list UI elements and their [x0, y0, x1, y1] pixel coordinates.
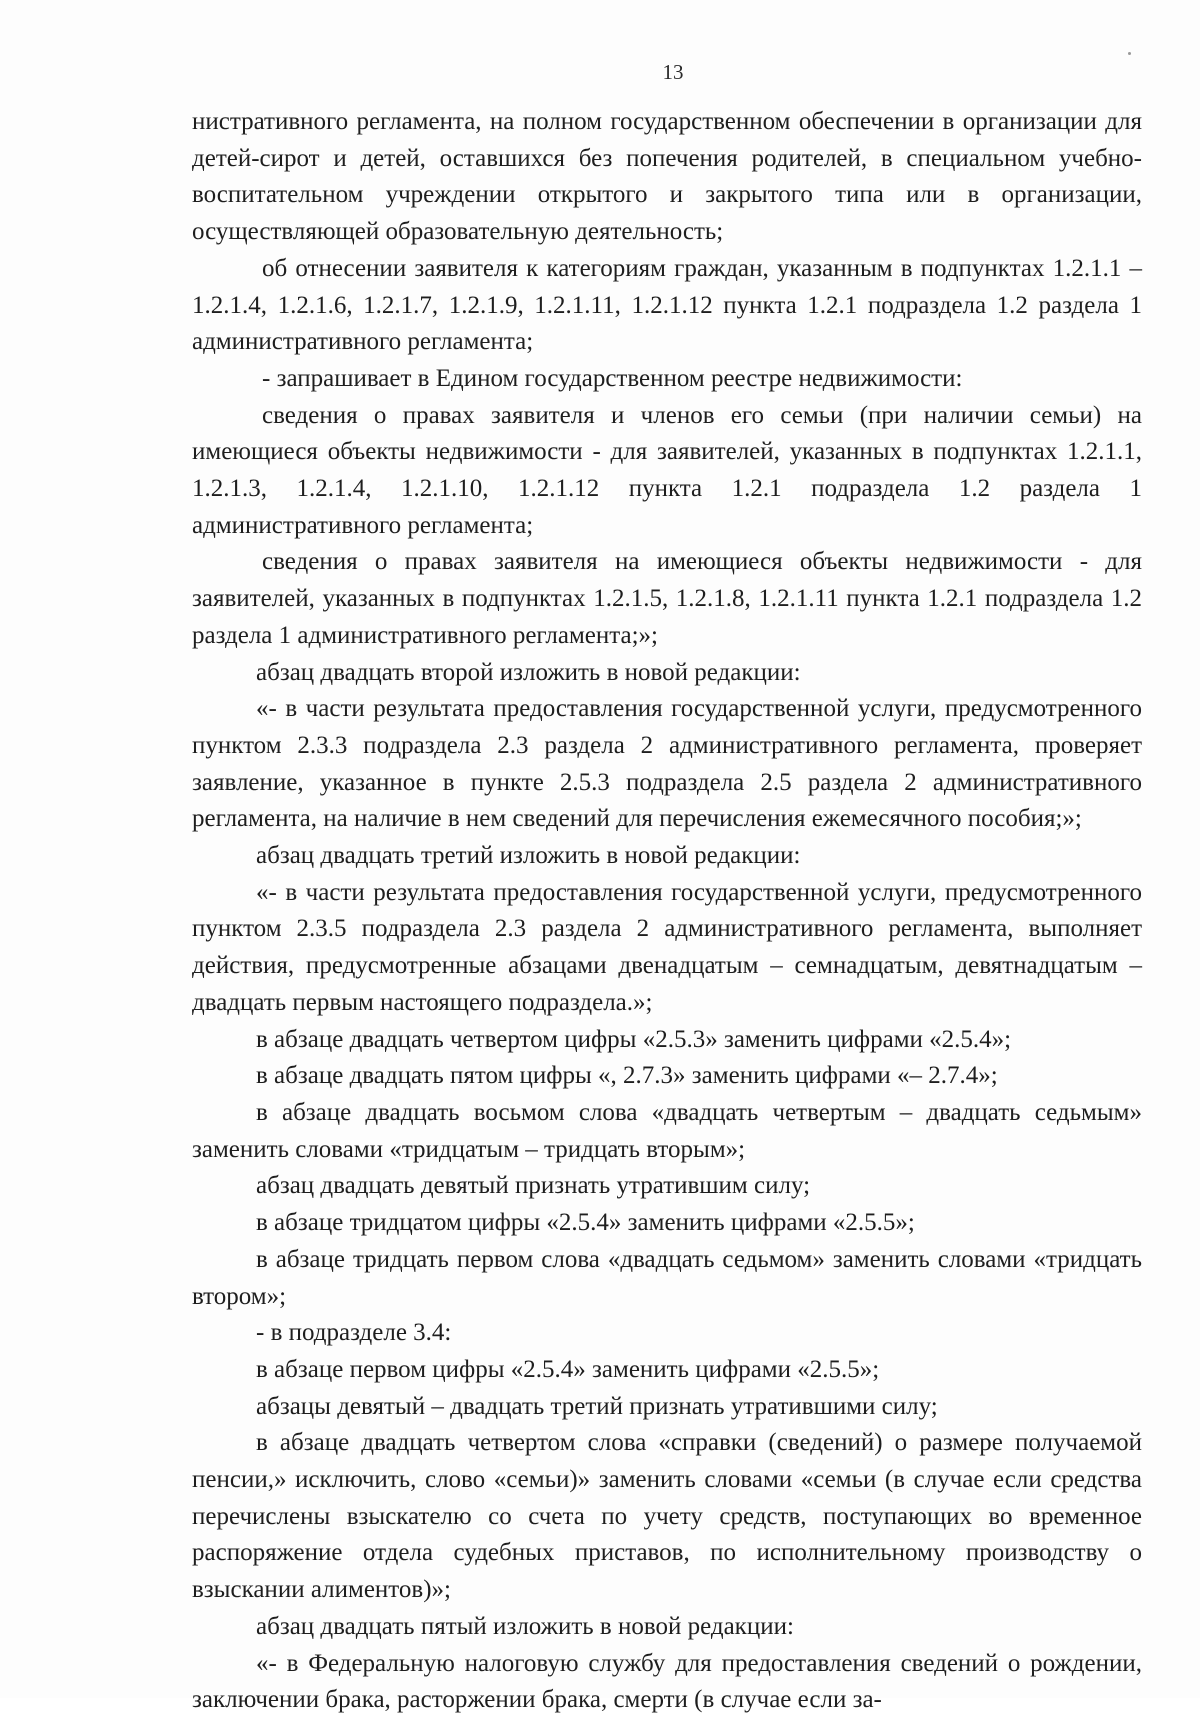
paragraph-15: в абзаце тридцать первом слова «двадцать седьмом» заменить словами «тридцать втором»; [192, 1245, 1142, 1310]
paragraph-14: в абзаце тридцатом цифры «2.5.4» заменить цифрами «2.5.5»; [256, 1209, 915, 1237]
paragraph-13: абзац двадцать девятый признать утратившим силу; [256, 1172, 811, 1200]
paragraph-6: абзац двадцать второй изложить в новой редакции: [256, 658, 801, 686]
paragraph-19: в абзаце двадцать четвертом слова «справки (сведений) о размере получаемой пенсии,» исключить, слово «семьи)» заменить словами «семьи (в случае если средства перечислены взыскателю со счета по учету средств, поступающих во временное распоряжение отдела судебных приставов, по исполнительному производству о взыскании алиментов)»; [192, 1429, 1142, 1604]
paragraph-5: сведения о правах заявителя на имеющиеся объекты недвижимости - для заявителей, указанных в подпунктах 1.2.1.5, 1.2.1.8, 1.2.1.11 пункта 1.2.1 подраздела 1.2 раздела 1 административного регламента;»; [192, 548, 1142, 649]
scan-speck [1128, 52, 1131, 55]
paragraph-9: «- в части результата предоставления государственной услуги, предусмотренного пунктом 2.3.5 подраздела 2.3 раздела 2 административного регламента, выполняет действия, предусмотренные абзацами двенадцатым – семнадцатым, девятнадцатым – двадцать первым настоящего подраздела.»; [192, 878, 1142, 1016]
page-number: 13 [662, 60, 684, 84]
paragraph-4: сведения о правах заявителя и членов его семьи (при наличии семьи) на имеющиеся объекты недвижимости - для заявителей, указанных в подпунктах 1.2.1.1, 1.2.1.3, 1.2.1.4, 1.2.1.10, 1.2.1.12 пункта 1.2.1 подраздела 1.2 раздела 1 административного регламента; [192, 401, 1142, 539]
paragraph-17: в абзаце первом цифры «2.5.4» заменить цифрами «2.5.5»; [256, 1355, 880, 1383]
paragraph-21: «- в Федеральную налоговую службу для предоставления сведений о рождении, заключении брака, расторжении брака, смерти (в случае если за- [192, 1649, 1142, 1714]
paragraph-1: нистративного регламента, на полном государственном обеспечении в организации для детей-сирот и детей, оставшихся без попечения родителей, в специальном учебно-воспитательном учреждении открытого и закрытого типа или в организации, осуществляющей образовательную деятельность; [192, 108, 1142, 246]
paragraph-7: «- в части результата предоставления государственной услуги, предусмотренного пунктом 2.3.3 подраздела 2.3 раздела 2 административного регламента, проверяет заявление, указанное в пункте 2.5.3 подраздела 2.5 раздела 2 административного регламента, на наличие в нем сведений для перечисления ежемесячного пособия;»; [192, 695, 1142, 833]
paragraph-3: - запрашивает в Едином государственном реестре недвижимости: [262, 364, 963, 392]
paragraph-10: в абзаце двадцать четвертом цифры «2.5.3» заменить цифрами «2.5.4»; [256, 1025, 1012, 1053]
paragraph-12: в абзаце двадцать восьмом слова «двадцать четвертым – двадцать седьмым» заменить словами «тридцатым – тридцать вторым»; [192, 1098, 1142, 1163]
paragraph-2: об отнесении заявителя к категориям граждан, указанным в подпунктах 1.2.1.1 – 1.2.1.4, 1.2.1.6, 1.2.1.7, 1.2.1.9, 1.2.1.11, 1.2.1.12 пункта 1.2.1 подраздела 1.2 раздела 1 административного регламента; [192, 254, 1142, 356]
paragraph-11: в абзаце двадцать пятом цифры «, 2.7.3» заменить цифрами «– 2.7.4»; [256, 1062, 998, 1090]
paragraph-8: абзац двадцать третий изложить в новой редакции: [256, 842, 801, 870]
document-body [192, 104, 1142, 1719]
paragraph-18: абзацы девятый – двадцать третий признать утратившими силу; [256, 1392, 938, 1420]
paragraph-16: - в подразделе 3.4: [256, 1319, 452, 1347]
paragraph-20: абзац двадцать пятый изложить в новой редакции: [256, 1612, 794, 1640]
